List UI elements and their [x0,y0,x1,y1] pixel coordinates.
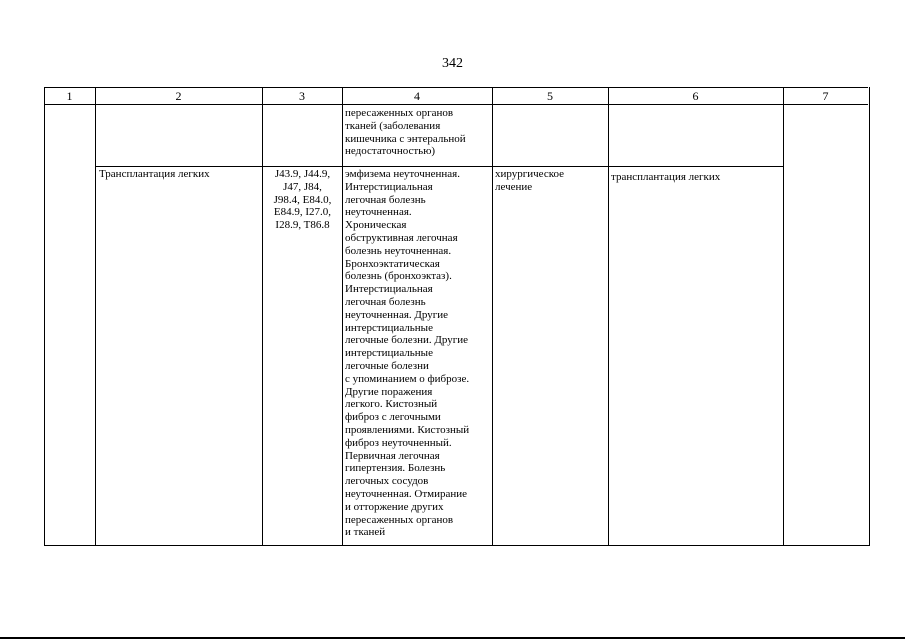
table-row-2-col-3: J43.9, J44.9, J47, J84, J98.4, E84.0, E84.9, I27.0, I28.9, T86.8 [273,168,332,232]
col-divider-6 [783,87,784,545]
header-col-1: 1 [66,89,73,103]
col-divider-1 [95,87,96,545]
col-divider-3 [342,87,343,545]
table-row-2-col-2: Трансплантация легких [99,168,210,180]
row-1-bottom-line [95,166,783,167]
table-row-1-col-4: пересаженных органов тканей (заболевания кишечника с энтеральной недостаточностью) [345,107,466,158]
header-col-2: 2 [175,89,182,103]
col-divider-4 [492,87,493,545]
header-col-4: 4 [414,89,420,103]
table-row-2-col-5: хирургическое лечение [495,168,565,193]
col-divider-2 [262,87,263,545]
header-col-3: 3 [299,89,305,103]
table-row-2-col-4: эмфизема неуточненная. Интерстициальная легочная болезнь неуточненная. Хроническая обструктивная легочная болезнь неуточненная. Бронхоэктатическая болезнь (бронхоэктаз). Интерстициальная легочная болезнь неуточненная. Другие интерстициальные легочные болезни. Другие интерстициальные легочные болезни с упоминанием о фиброзе. Другие поражения легкого. Кистозный фиброз с легочными проявлениями. Кистозный фиброз неуточненный. Первичная легочная гипертензия. Болезнь легочных сосудов неуточненная. Отмирание и отторжение других пересаженных органов и тканей [345,168,470,539]
header-col-7: 7 [822,89,829,103]
header-bottom-line [44,104,868,105]
header-top-line [44,87,868,88]
table-row-2-col-6: трансплантация легких [611,171,721,183]
header-col-6: 6 [692,89,699,103]
header-col-5: 5 [547,89,553,103]
col-divider-5 [608,87,609,545]
bottom-edge-rule [0,637,905,639]
page-number: 342 [442,56,463,71]
